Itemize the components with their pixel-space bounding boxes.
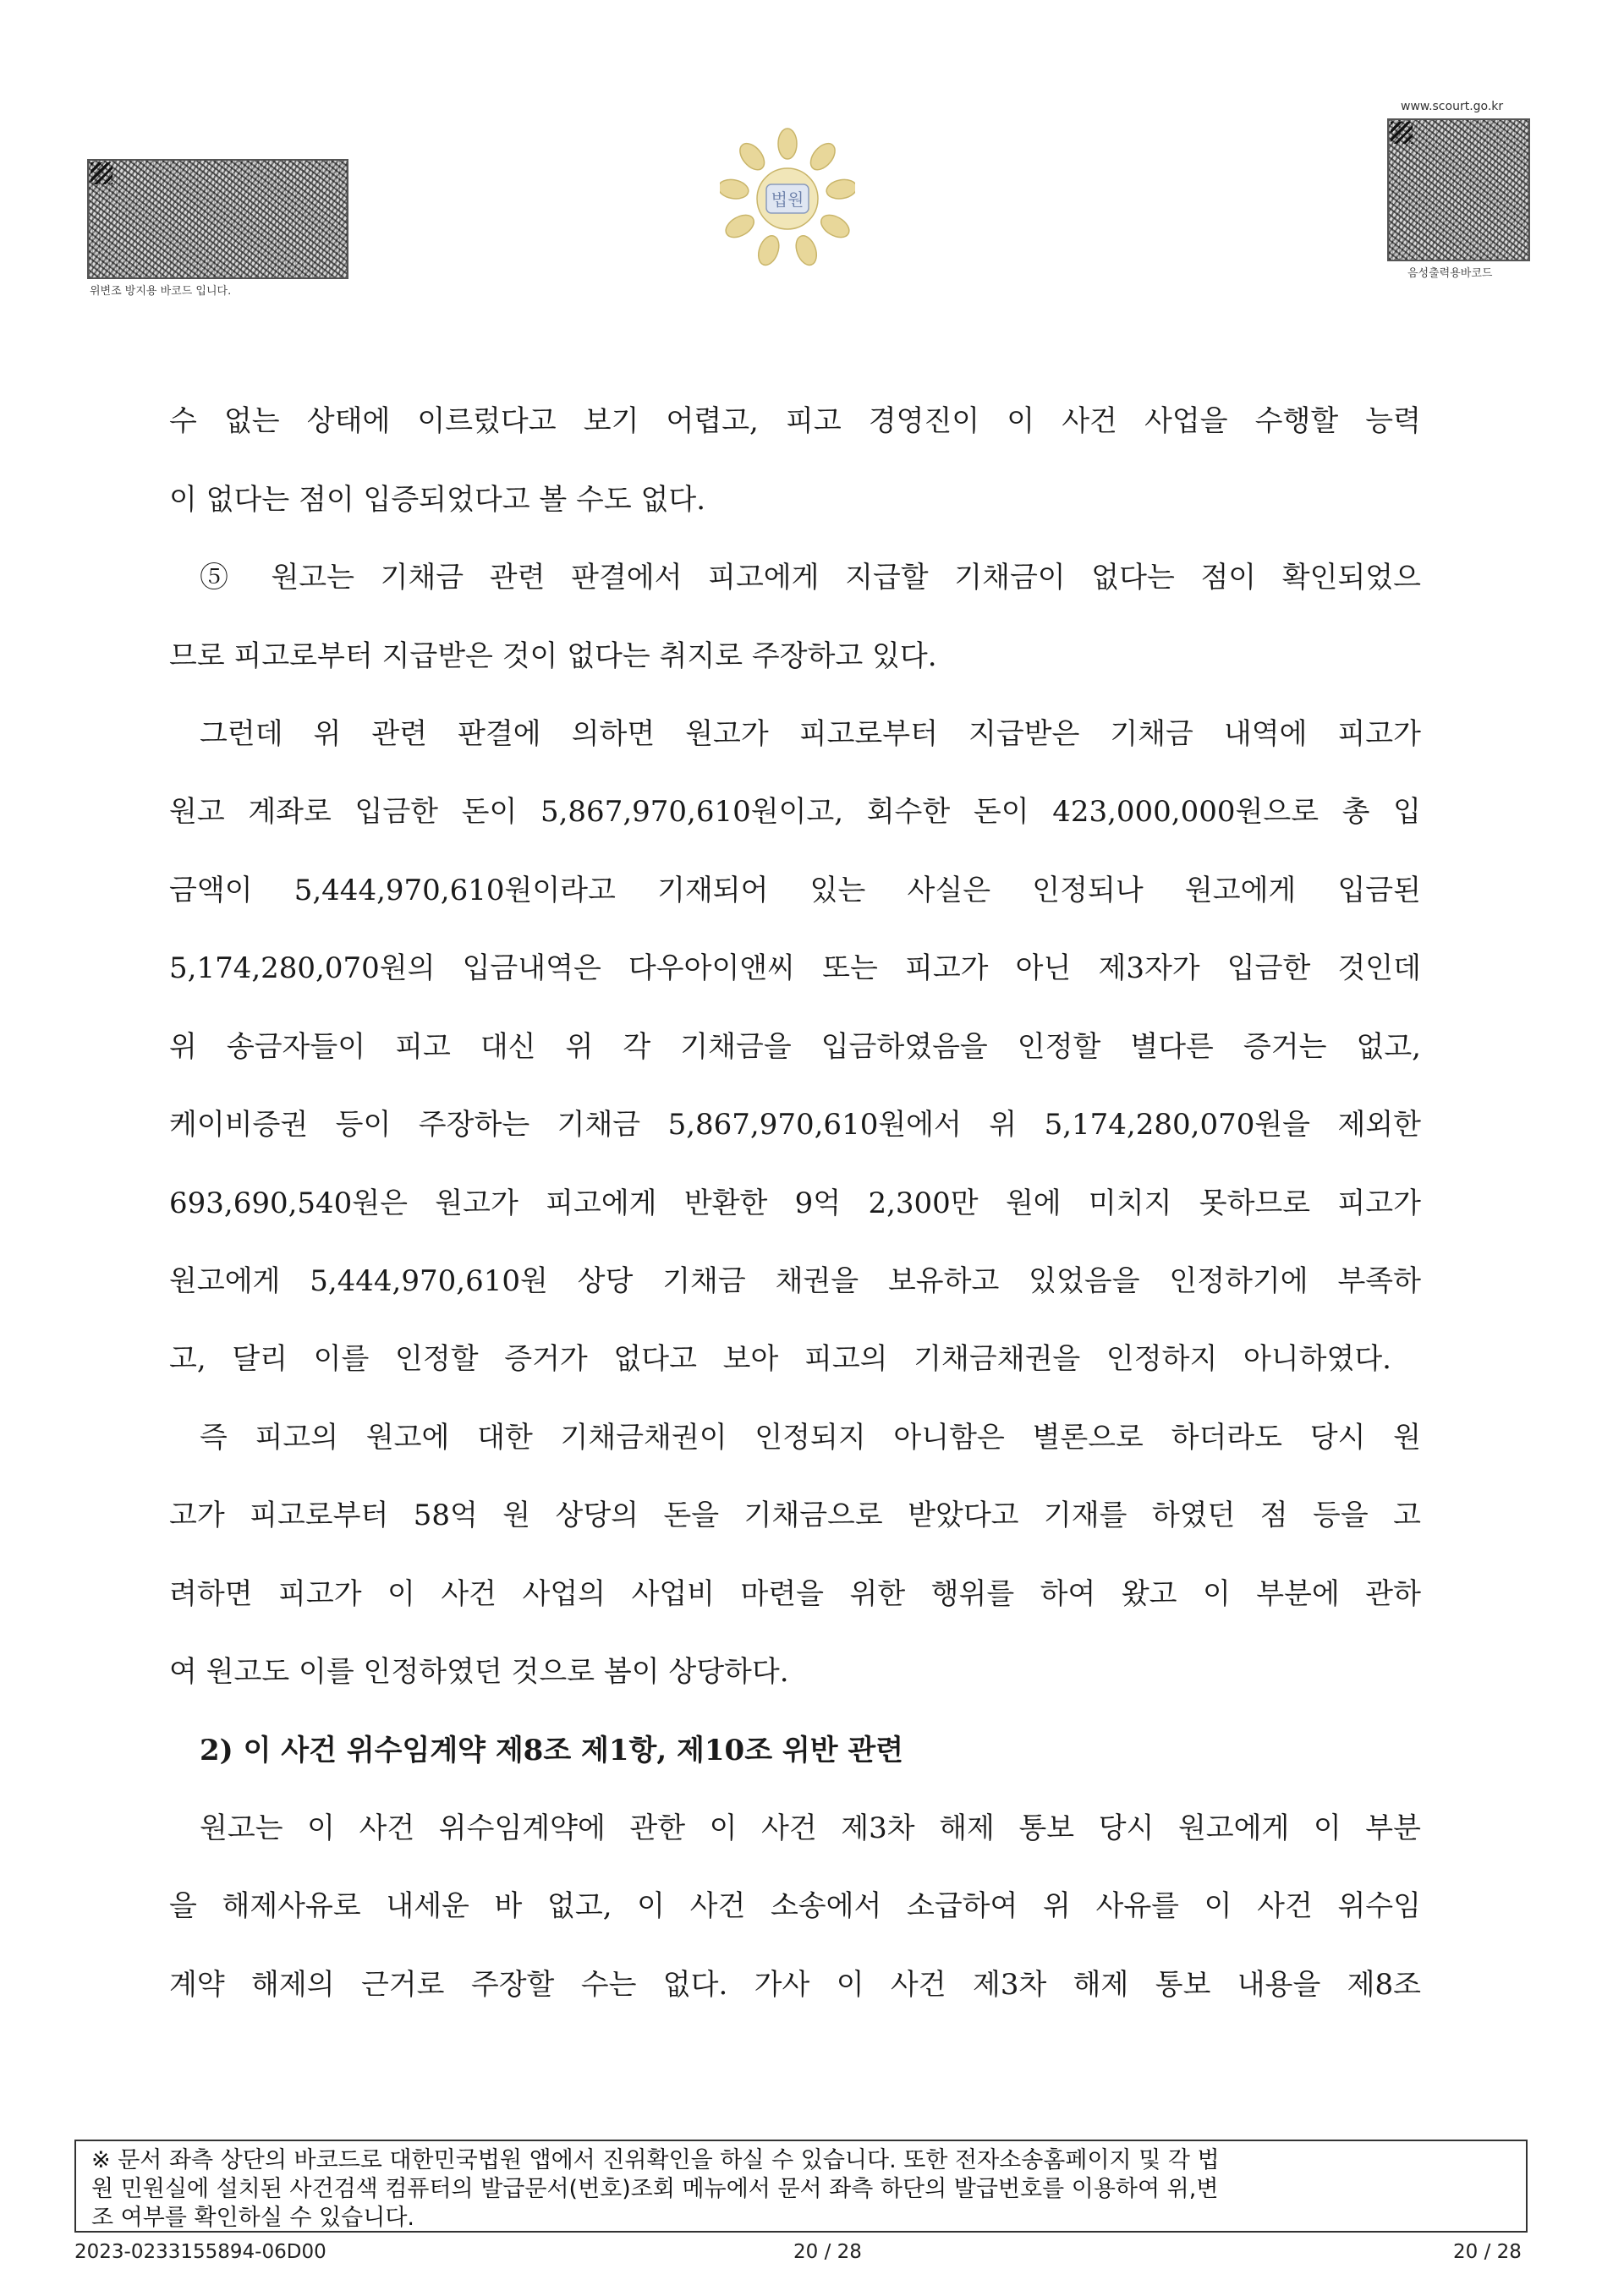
body-line: 계약 해제의 근거로 주장할 수는 없다. 가사 이 사건 제3차 해제 통보 내용을 제8조 [169,1968,1421,2002]
body-line: 원고는 이 사건 위수임계약에 관한 이 사건 제3차 해제 통보 당시 원고에게 이 부분 [200,1811,1421,1845]
body-line: 5,174,280,070원의 입금내역은 다우아이앤씨 또는 피고가 아닌 제3자가 입금한 것인데 [169,951,1421,985]
seal-text: 법원 [771,189,804,210]
body-line: 이 없다는 점이 입증되었다고 볼 수도 없다. [169,483,705,517]
court-seal-icon [720,127,855,271]
body-line: 므로 피고로부터 지급받은 것이 없다는 취지로 주장하고 있다. [169,639,937,673]
body-line: 위 송금자들이 피고 대신 위 각 기채금을 입금하였음을 인정할 별다른 증거는 없고, [169,1030,1421,1064]
page-number-right: 20 / 28 [1453,2241,1522,2263]
body-line: 케이비증권 등이 주장하는 기채금 5,867,970,610원에서 위 5,174,280,070원을 제외한 [169,1108,1421,1142]
anti-forgery-barcode [87,159,348,279]
body-line: 원고에게 5,444,970,610원 상당 기채금 채권을 보유하고 있었음을 인정하기에 부족하 [169,1264,1421,1298]
barcode-corner-mark [1391,122,1413,144]
body-line: 원고 계좌로 입금한 돈이 5,867,970,610원이고, 회수한 돈이 423,000,000원으로 총 입 [169,795,1421,829]
voice-output-barcode-caption: 음성출력용바코드 [1407,267,1493,280]
body-line: 즉 피고의 원고에 대한 기채금채권이 인정되지 아니함은 별론으로 하더라도 당시 원 [200,1421,1421,1455]
notice-line: 조 여부를 확인하실 수 있습니다. [91,2205,414,2231]
body-line: 고, 달리 이를 인정할 증거가 없다고 보아 피고의 기채금채권을 인정하지 아니하였다. [169,1342,1391,1376]
body-line: 693,690,540원은 원고가 피고에게 반환한 9억 2,300만 원에 미치지 못하므로 피고가 [169,1186,1421,1220]
body-line: 을 해제사유로 내세운 바 없고, 이 사건 소송에서 소급하여 위 사유를 이 사건 위수임 [169,1889,1421,1923]
site-url: www.scourt.go.kr [1401,100,1504,113]
section-heading: 2) 이 사건 위수임계약 제8조 제1항, 제10조 위반 관련 [200,1734,904,1767]
anti-forgery-barcode-caption: 위변조 방지용 바코드 입니다. [90,285,232,298]
page-number-center: 20 / 28 [793,2241,862,2263]
body-line: ⑤ 원고는 기채금 관련 판결에서 피고에게 지급할 기채금이 없다는 점이 확인되었으 [200,561,1421,595]
body-line: 금액이 5,444,970,610원이라고 기재되어 있는 사실은 인정되나 원고에게 입금된 [169,874,1421,907]
issue-number: 2023-0233155894-06D00 [74,2241,326,2263]
body-line: 수 없는 상태에 이르렀다고 보기 어렵고, 피고 경영진이 이 사건 사업을 수행할 능력 [169,404,1421,438]
barcode-corner-mark [91,162,112,184]
notice-line: ※ 문서 좌측 상단의 바코드로 대한민국법원 앱에서 진위확인을 하실 수 있습니다. 또한 전자소송홈페이지 및 각 법 [91,2147,1220,2173]
notice-line: 원 민원실에 설치된 사건검색 컴퓨터의 발급문서(번호)조회 메뉴에서 문서 좌측 하단의 발급번호를 이용하여 위,변 [91,2176,1219,2202]
body-line: 고가 피고로부터 58억 원 상당의 돈을 기채금으로 받았다고 기재를 하였던 점 등을 고 [169,1499,1421,1532]
verification-notice [74,2140,1528,2233]
voice-output-barcode [1387,118,1530,261]
body-line: 려하면 피고가 이 사건 사업의 사업비 마련을 위한 행위를 하여 왔고 이 부분에 관하 [169,1577,1421,1611]
body-line: 그런데 위 관련 판결에 의하면 원고가 피고로부터 지급받은 기채금 내역에 피고가 [200,717,1421,751]
body-line: 여 원고도 이를 인정하였던 것으로 봄이 상당하다. [169,1655,789,1689]
